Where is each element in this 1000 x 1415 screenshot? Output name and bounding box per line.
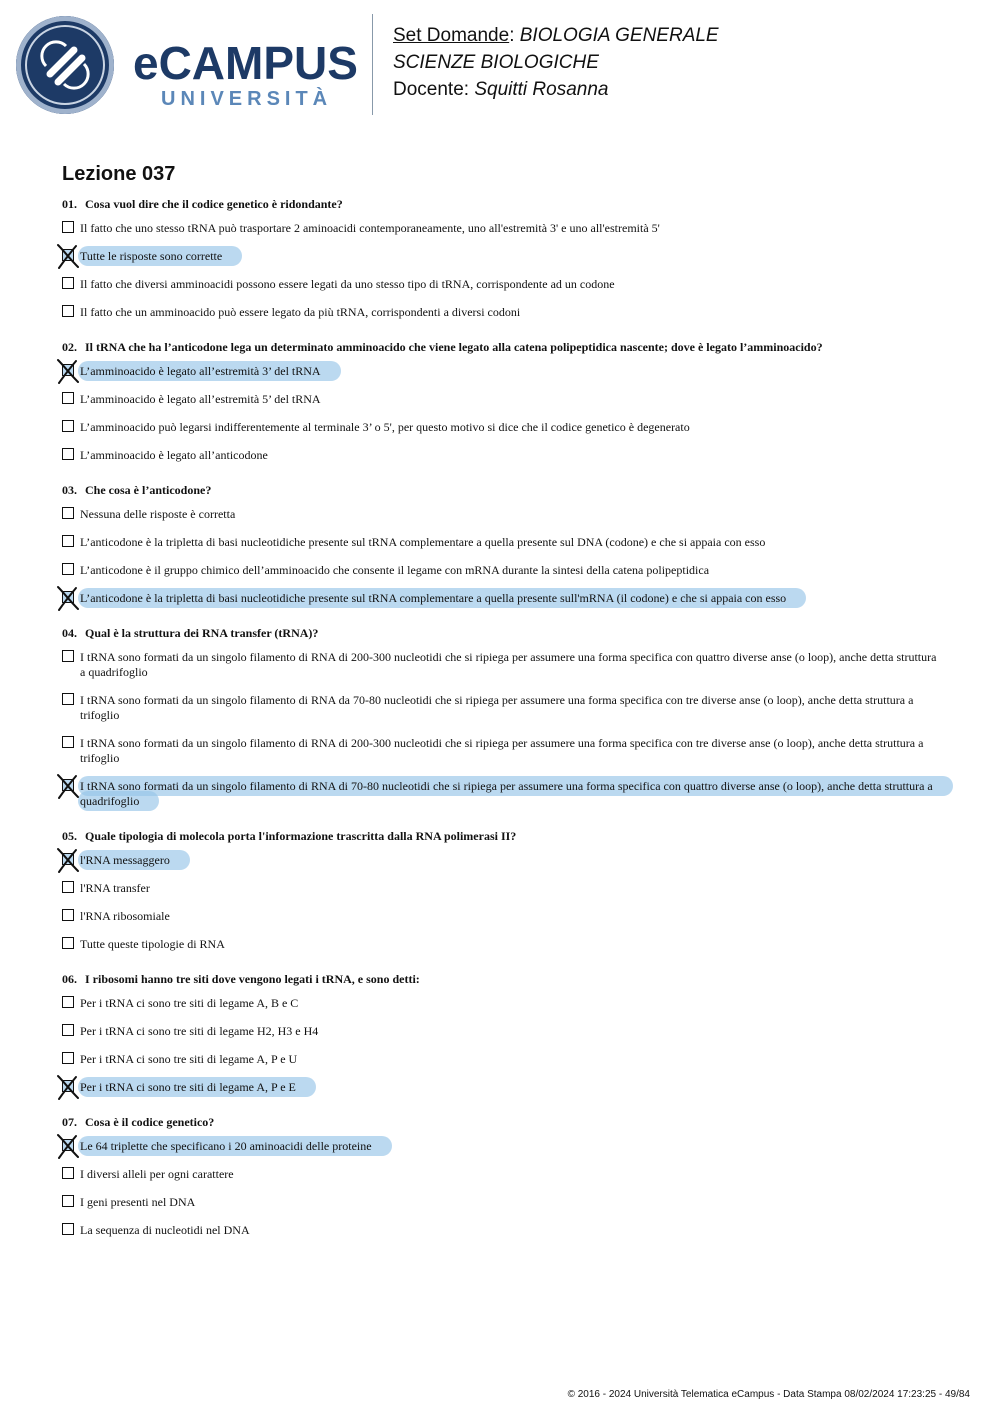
answer-text: L’amminoacido è legato all’estremità 3’ del tRNA — [78, 361, 341, 381]
answer-checkbox[interactable] — [62, 1024, 74, 1036]
answer-text: Il fatto che diversi amminoacidi possono essere legati da uno stesso tipo di tRNA, corrispondente ad un codone — [80, 277, 615, 291]
answer-option[interactable] — [62, 996, 942, 1011]
answer-option[interactable] — [62, 392, 942, 407]
answer-text: I geni presenti nel DNA — [80, 1195, 196, 1209]
question-text — [62, 339, 942, 355]
set-label: Set Domande — [393, 25, 510, 46]
answer-checkbox[interactable] — [62, 507, 74, 519]
answer-text: Per i tRNA ci sono tre siti di legame A, P e U — [80, 1052, 298, 1066]
header-divider — [372, 14, 373, 115]
answer-option[interactable] — [62, 1024, 942, 1039]
answer-option[interactable] — [62, 736, 942, 766]
teacher-label: Docente: — [393, 79, 470, 100]
answer-text: Per i tRNA ci sono tre siti di legame A, B e C — [80, 996, 299, 1010]
question-label: Quale tipologia di molecola porta l'informazione trascritta dalla RNA polimerasi II? — [85, 829, 517, 843]
answer-option[interactable] — [62, 535, 942, 550]
page-footer: © 2016 - 2024 Università Telematica eCampus - Data Stampa 08/02/2024 17:23:25 - 49/84 — [567, 1389, 970, 1400]
answer-checkbox[interactable] — [62, 736, 74, 748]
question-number: 06. — [62, 972, 77, 986]
question-number: 02. — [62, 340, 77, 354]
answer-checkbox[interactable] — [62, 881, 74, 893]
question-number: 01. — [62, 197, 77, 211]
teacher-line — [393, 76, 719, 103]
question-block — [62, 828, 942, 952]
answer-checkbox[interactable] — [62, 996, 74, 1008]
answer-option[interactable] — [62, 1080, 942, 1095]
answer-option[interactable] — [62, 563, 942, 578]
answer-checkbox[interactable] — [62, 1223, 74, 1235]
course-line — [393, 49, 719, 76]
answer-text: Tutte le risposte sono corrette — [78, 246, 242, 266]
answer-text: Tutte queste tipologie di RNA — [80, 937, 225, 951]
question-block — [62, 971, 942, 1095]
answer-text: L’amminoacido può legarsi indifferentemente al terminale 3’ o 5', per questo motivo si dice che il codice genetico è degenerato — [80, 420, 690, 434]
answer-option[interactable] — [62, 1195, 942, 1210]
answer-option[interactable] — [62, 364, 942, 379]
answer-checkbox[interactable] — [62, 1052, 74, 1064]
answer-checkbox[interactable] — [62, 420, 74, 432]
answer-text: I tRNA sono formati da un singolo filamento di RNA da 70-80 nucleotidi che si ripiega per assumere una forma specifica con tre diverse anse (o loop), anche detta struttura a trifoglio — [80, 693, 914, 722]
question-label: Cosa vuol dire che il codice genetico è ridondante? — [85, 197, 343, 211]
handwritten-check-icon — [54, 846, 82, 874]
answer-text: Il fatto che un amminoacido può essere legato da più tRNA, corrispondenti a diversi codoni — [80, 305, 521, 319]
question-number: 03. — [62, 483, 77, 497]
handwritten-check-icon — [54, 772, 82, 800]
answer-checkbox[interactable] — [62, 221, 74, 233]
answer-option[interactable] — [62, 693, 942, 723]
question-label: I ribosomi hanno tre siti dove vengono legati i tRNA, e sono detti: — [85, 972, 420, 986]
handwritten-check-icon — [54, 1132, 82, 1160]
brand-logo — [133, 37, 358, 111]
answer-text: L’amminoacido è legato all’anticodone — [80, 448, 268, 462]
answer-checkbox[interactable] — [62, 448, 74, 460]
answer-text: Per i tRNA ci sono tre siti di legame H2, H3 e H4 — [80, 1024, 319, 1038]
brand-subtitle: UNIVERSITÀ — [161, 88, 333, 110]
answer-checkbox[interactable] — [62, 277, 74, 289]
handwritten-check-icon — [54, 242, 82, 270]
answer-text: Per i tRNA ci sono tre siti di legame A, P e E — [78, 1077, 316, 1097]
answer-checkbox[interactable] — [62, 392, 74, 404]
answer-option[interactable] — [62, 221, 942, 236]
seal-emblem-icon — [16, 16, 114, 114]
answer-option[interactable] — [62, 277, 942, 292]
lesson-title: Lezione 037 — [62, 163, 176, 185]
set-line: Set Domande: BIOLOGIA GENERALE — [393, 25, 719, 46]
answer-text: I tRNA sono formati da un singolo filamento di RNA di 200-300 nucleotidi che si ripiega per assumere una forma specifica con quattro diverse anse (o loop), anche detta struttura a quadrifoglio — [80, 650, 937, 679]
answer-checkbox[interactable] — [62, 909, 74, 921]
question-text — [62, 482, 942, 498]
answer-checkbox[interactable] — [62, 563, 74, 575]
answer-text: L’anticodone è la tripletta di basi nucleotidiche presente sul tRNA complementare a quella presente sul DNA (codone) e che si appaia con esso — [80, 535, 766, 549]
answer-checkbox[interactable] — [62, 535, 74, 547]
answer-text: Il fatto che uno stesso tRNA può trasportare 2 aminoacidi contemporaneamente, uno all'estremità 3' e uno all'estremità 5' — [80, 221, 660, 235]
handwritten-check-icon — [54, 584, 82, 612]
question-label: Cosa è il codice genetico? — [85, 1115, 215, 1129]
brand-name: eCAMPUS — [133, 37, 358, 89]
handwritten-check-icon — [54, 1073, 82, 1101]
answer-text: La sequenza di nucleotidi nel DNA — [80, 1223, 250, 1237]
set-value: BIOLOGIA GENERALE — [519, 25, 719, 46]
question-text — [62, 1114, 942, 1130]
set-info — [393, 22, 719, 103]
answer-option[interactable] — [62, 909, 942, 924]
answer-option[interactable] — [62, 507, 942, 522]
answer-checkbox[interactable] — [62, 693, 74, 705]
answer-text: l'RNA messaggero — [78, 850, 190, 870]
answer-checkbox[interactable] — [62, 650, 74, 662]
question-block — [62, 196, 942, 320]
answer-option[interactable] — [62, 937, 942, 952]
answer-option[interactable] — [62, 591, 942, 606]
question-block — [62, 482, 942, 606]
question-number: 05. — [62, 829, 77, 843]
page-header — [0, 0, 1000, 130]
answer-text: Nessuna delle risposte è corretta — [80, 507, 236, 521]
answer-option[interactable] — [62, 881, 942, 896]
question-text — [62, 828, 942, 844]
question-text — [62, 625, 942, 641]
answer-text: I tRNA sono formati da un singolo filamento di RNA di 200-300 nucleotidi che si ripiega per assumere una forma specifica con tre diverse anse (o loop), anche detta struttura a trifoglio — [80, 736, 924, 765]
course-name: SCIENZE BIOLOGICHE — [393, 52, 599, 73]
question-text — [62, 971, 942, 987]
answer-option[interactable] — [62, 1223, 942, 1238]
handwritten-check-icon — [54, 357, 82, 385]
answer-text: L’amminoacido è legato all’estremità 5’ del tRNA — [80, 392, 321, 406]
answer-option[interactable] — [62, 249, 942, 264]
answer-checkbox[interactable] — [62, 937, 74, 949]
answer-option[interactable] — [62, 420, 942, 435]
answer-checkbox[interactable] — [62, 1167, 74, 1179]
answer-option[interactable] — [62, 1167, 942, 1182]
answer-text: I tRNA sono formati da un singolo filamento di RNA di 70-80 nucleotidi che si ripiega per assumere una forma specifica con quattro diverse anse (o loop), anche detta struttura a quadrifoglio — [78, 776, 953, 811]
question-label: Che cosa è l’anticodone? — [85, 483, 212, 497]
answer-option[interactable] — [62, 305, 942, 320]
answer-text: L’anticodone è il gruppo chimico dell’amminoacido che consente il legame con mRNA durante la sintesi della catena polipeptidica — [80, 563, 710, 577]
answer-checkbox[interactable] — [62, 1195, 74, 1207]
answer-option[interactable] — [62, 1052, 942, 1067]
answer-text: L’anticodone è la tripletta di basi nucleotidiche presente sul tRNA complementare a quella presente sull'mRNA (il codone) e che si appaia con esso — [78, 588, 806, 608]
university-seal-logo — [16, 16, 114, 114]
answer-option[interactable] — [62, 853, 942, 868]
answer-option[interactable] — [62, 448, 942, 463]
answer-text: Le 64 triplette che specificano i 20 aminoacidi delle proteine — [78, 1136, 392, 1156]
teacher-name: Squitti Rosanna — [474, 79, 609, 100]
question-text — [62, 196, 942, 212]
answer-option[interactable] — [62, 1139, 942, 1154]
answer-text: l'RNA transfer — [80, 881, 150, 895]
question-number: 04. — [62, 626, 77, 640]
answer-option[interactable] — [62, 650, 942, 680]
question-list — [62, 196, 942, 1257]
answer-checkbox[interactable] — [62, 305, 74, 317]
answer-text: l'RNA ribosomiale — [80, 909, 170, 923]
question-block — [62, 625, 942, 809]
question-label: Qual è la struttura dei RNA transfer (tRNA)? — [85, 626, 319, 640]
question-number: 07. — [62, 1115, 77, 1129]
question-block — [62, 1114, 942, 1238]
question-label: Il tRNA che ha l’anticodone lega un determinato amminoacido che viene legato alla catena polipeptidica nascente; dove è legato l’amminoacido? — [85, 340, 823, 354]
answer-option[interactable] — [62, 779, 942, 809]
answer-text: I diversi alleli per ogni carattere — [80, 1167, 234, 1181]
question-block — [62, 339, 942, 463]
